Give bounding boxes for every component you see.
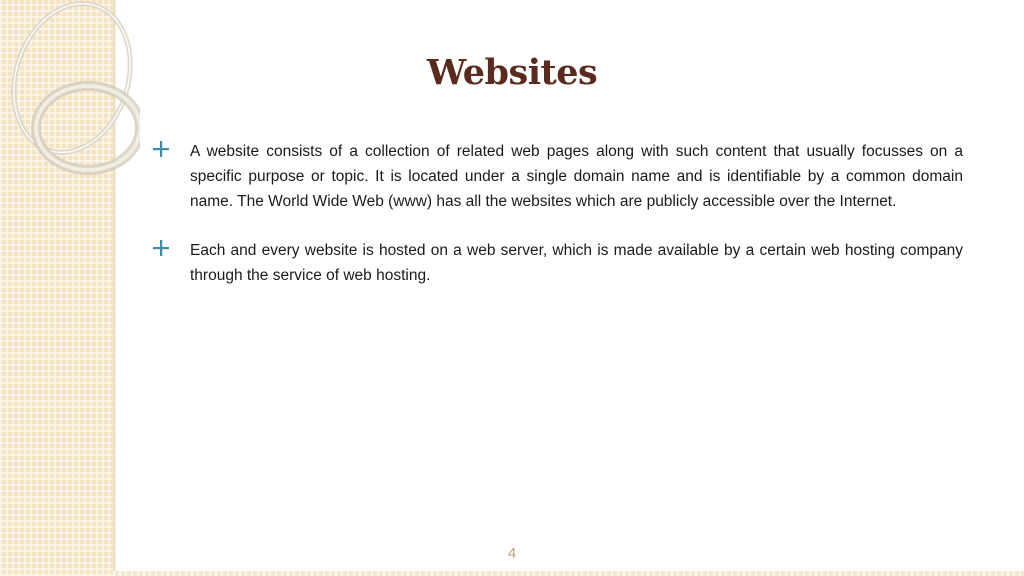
bullet-list (150, 139, 963, 312)
decorative-side-panel (0, 0, 113, 576)
plus-icon (152, 140, 170, 158)
decorative-bottom-strip (113, 571, 1024, 576)
slide-title: Websites (426, 52, 598, 93)
bullet-text: Each and every website is hosted on a web server, which is made available by a certain web hosting company through the service of web hosting. (190, 242, 963, 284)
bullet-item (150, 139, 963, 214)
bullet-item (150, 238, 963, 288)
page-number: 4 (507, 545, 517, 562)
side-panel-edge (113, 0, 116, 576)
plus-icon (152, 239, 170, 257)
bullet-text: A website consists of a collection of related web pages along with such content that usually focusses on a specific purpose or topic. It is located under a single domain name and is identifiable by a common domain name. The World Wide Web (www) has all the websites which are publicly accessible over the Internet. (190, 143, 963, 210)
